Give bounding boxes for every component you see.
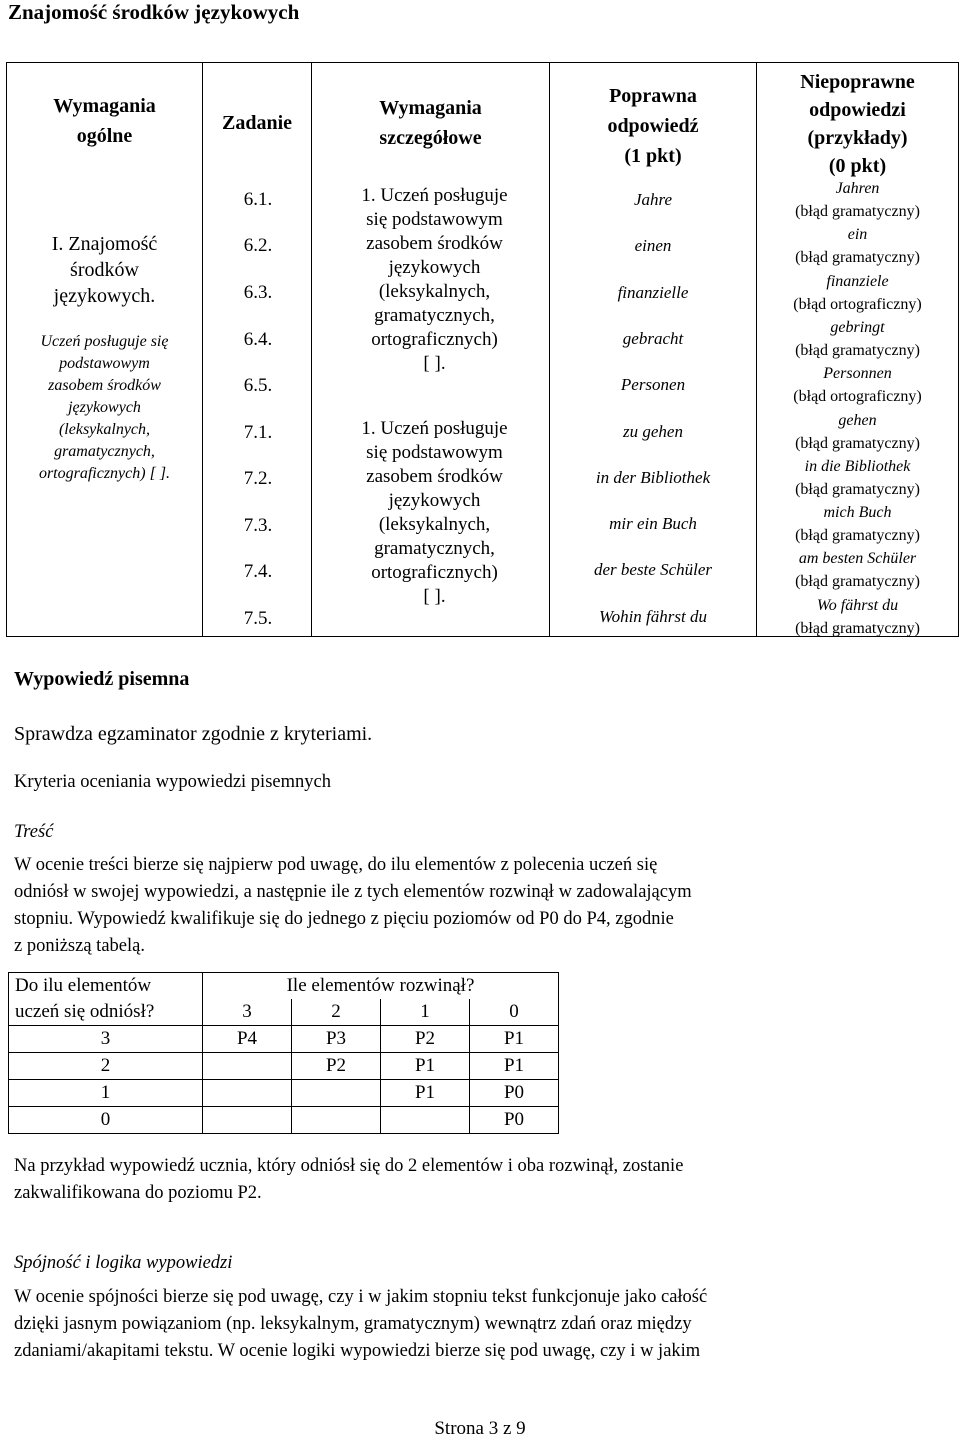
detailed-requirement-block: 1. Uczeń posługuje się podstawowym zasobem środków językowych (leksykalnych, gramatycznych, ortograficznych) [ ]. [361, 185, 508, 374]
task-number: 6.1. [243, 189, 273, 210]
level-cell [203, 1080, 292, 1107]
level-table [8, 972, 559, 1134]
incorrect-answers-header: Niepoprawne odpowiedzi (przykłady) (0 pkt) [800, 71, 915, 177]
level-row-label: 2 [9, 1053, 203, 1080]
task-number: 6.2. [243, 235, 273, 256]
table-row [9, 1107, 559, 1134]
content-paragraph: W ocenie treści bierze się najpierw pod uwagę, do ilu elementów z polecenia uczeń się odniósł w swojej wypowiedzi, a następnie ile z tych elementów rozwinął w zadowalającym stopniu. Wypowiedź kwalifikuje się do jednego z pięciu poziomów od P0 do P4, zgodnie z poniższą tabelą. [14, 855, 692, 956]
correct-answer-column [549, 62, 757, 637]
correct-answer: der beste Schüler [593, 560, 713, 579]
criteria-title: Kryteria oceniania wypowiedzi pisemnych [14, 772, 331, 792]
content-label: Treść [14, 822, 54, 842]
correct-answer: Jahre [633, 190, 673, 209]
correct-answer: einen [634, 236, 672, 255]
correct-answer: zu gehen [623, 422, 683, 441]
level-cell: P0 [470, 1107, 559, 1134]
detailed-requirements-column [311, 62, 550, 637]
general-requirement-title: I. Znajomość środków językowych. [51, 233, 158, 307]
incorrect-answer: finanziele (błąd ortograficzny) [793, 273, 922, 313]
task-number: 7.4. [243, 561, 273, 582]
level-table-row-header: uczeń się odniósł? [9, 999, 203, 1026]
checked-by-note: Sprawdza egzaminator zgodnie z kryteriami. [14, 723, 373, 745]
correct-answer: Wohin fährst du [598, 607, 707, 626]
level-table-col: 2 [292, 999, 381, 1026]
answer-key-table [6, 62, 959, 637]
correct-answer-header: Poprawna odpowiedź (1 pkt) [607, 85, 699, 167]
level-cell: P2 [292, 1053, 381, 1080]
coherence-label: Spójność i logika wypowiedzi [14, 1253, 233, 1273]
task-header: Zadanie [221, 112, 293, 134]
level-cell: P2 [381, 1026, 470, 1053]
incorrect-answer: Wo fährst du (błąd gramatyczny) [795, 597, 920, 637]
task-number: 7.2. [243, 468, 273, 489]
task-number: 7.5. [243, 608, 273, 629]
detailed-requirements-header: Wymagania szczegółowe [379, 97, 482, 149]
level-cell [381, 1107, 470, 1134]
correct-answer: Personen [620, 375, 686, 394]
incorrect-answer: Jahren (błąd gramatyczny) [795, 180, 920, 220]
task-number: 6.3. [243, 282, 273, 303]
incorrect-answer: Personnen (błąd ortograficzny) [793, 365, 922, 405]
incorrect-answer: ein (błąd gramatyczny) [795, 226, 920, 266]
level-table-col: 1 [381, 999, 470, 1026]
task-column [202, 62, 312, 637]
coherence-paragraph: W ocenie spójności bierze się pod uwagę, czy i w jakim stopniu tekst funkcjonuje jako całość dzięki jasnym powiązaniom (np. leksykalnym, gramatycznym) wewnątrz zdań oraz między zdaniami/akapitami tekstu. W ocenie logiki wypowiedzi bierze się pod uwagę, czy i w jakim [14, 1287, 708, 1361]
incorrect-answer: am besten Schüler (błąd gramatyczny) [795, 550, 920, 590]
general-requirements-header: Wymagania ogólne [53, 95, 156, 147]
incorrect-answer: gehen (błąd gramatyczny) [795, 412, 920, 452]
level-cell: P1 [470, 1053, 559, 1080]
level-cell: P3 [292, 1026, 381, 1053]
level-table-col-header: Ile elementów rozwinął? [203, 973, 559, 1000]
level-row-label: 3 [9, 1026, 203, 1053]
level-cell: P1 [381, 1053, 470, 1080]
level-cell: P0 [470, 1080, 559, 1107]
correct-answer: mir ein Buch [609, 514, 697, 533]
written-section-heading: Wypowiedź pisemna [14, 668, 190, 690]
level-cell [292, 1080, 381, 1107]
incorrect-answers-column [756, 62, 959, 637]
page-title: Znajomość środków językowych [8, 0, 300, 24]
table-row [9, 1080, 559, 1107]
correct-answer: in der Bibliothek [595, 468, 711, 487]
task-number: 6.4. [243, 329, 273, 350]
page-footer: Strona 3 z 9 [434, 1418, 526, 1439]
detailed-requirement-block: 1. Uczeń posługuje się podstawowym zasobem środków językowych (leksykalnych, gramatycznych, ortograficznych) [ ]. [361, 418, 508, 607]
task-number: 7.3. [243, 515, 273, 536]
level-cell [203, 1107, 292, 1134]
incorrect-answer: in die Bibliothek (błąd gramatyczny) [795, 458, 920, 498]
level-cell: P1 [381, 1080, 470, 1107]
level-row-label: 1 [9, 1080, 203, 1107]
level-table-col: 3 [203, 999, 292, 1026]
incorrect-answer: gebringt (błąd gramatyczny) [795, 319, 920, 359]
level-cell [292, 1107, 381, 1134]
level-table-row-header: Do ilu elementów [9, 973, 203, 1000]
task-number: 6.5. [243, 375, 273, 396]
incorrect-answer: mich Buch (błąd gramatyczny) [795, 504, 920, 544]
level-cell [203, 1053, 292, 1080]
correct-answer: finanzielle [617, 283, 689, 302]
example-paragraph: Na przykład wypowiedź ucznia, który odniósł się do 2 elementów i oba rozwinął, zostanie zakwalifikowana do poziomu P2. [14, 1156, 684, 1203]
correct-answer: gebracht [622, 329, 684, 348]
general-requirement-description: Uczeń posługuje się podstawowym zasobem środków językowych (leksykalnych, gramatycznych, ortograficznych) [ ]. [38, 333, 171, 482]
level-cell: P4 [203, 1026, 292, 1053]
table-row [9, 1053, 559, 1080]
general-requirements-column [6, 62, 203, 637]
table-row [9, 1026, 559, 1053]
level-table-col: 0 [470, 999, 559, 1026]
level-row-label: 0 [9, 1107, 203, 1134]
task-number: 7.1. [243, 422, 273, 443]
level-cell: P1 [470, 1026, 559, 1053]
